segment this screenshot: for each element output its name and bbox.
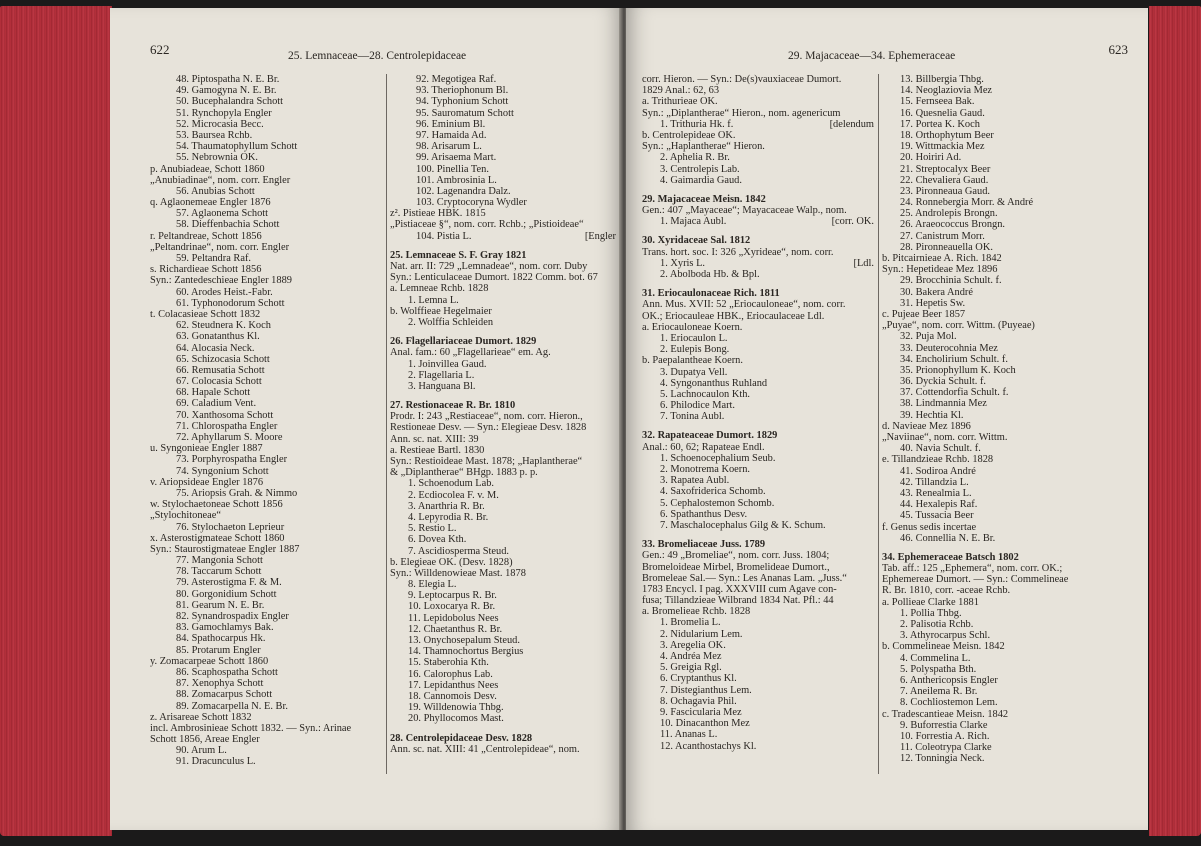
entry-line: b. Commelineae Meisn. 1842 [882,641,1005,653]
left-page [110,8,622,830]
entry-line: 36. Dyckia Schult. f. [900,376,986,388]
family-heading: 25. Lemnaceae S. F. Gray 1821 [390,249,527,261]
entry-line: 72. Aphyllarum S. Moore [176,432,283,443]
entry-line: 2. Abolboda Hb. & Bpl. [660,269,760,280]
left-page-edges [0,6,112,836]
entry-line: 19. Wittmackia Mez [900,141,985,153]
entry-line: 80. Gorgonidium Schott [176,588,277,600]
entry-line: 31. Hepetis Sw. [900,297,966,309]
entry-line: 70. Xanthosoma Schott [176,409,274,421]
entry-line: 103. Cryptocoryna Wydler [416,197,527,209]
entry-line: v. Ariopsideae Engler 1876 [150,476,264,488]
entry-line: 4. Saxofriderica Schomb. [660,486,766,498]
entry-line: f. Genus sedis incertae [882,521,977,533]
entry-line: incl. Ambrosinieae Schott 1832. — Syn.: Arinae [150,722,352,734]
entry-line [642,258,874,269]
entry-line: 90. Arum L. [176,745,227,757]
entry-line: 24. Ronnebergia Morr. & André [900,197,1034,209]
entry-line: 13. Onychosepalum Steud. [408,635,520,646]
entry-line: 51. Rynchopyla Engler [176,107,272,119]
entry-line: 4. Lepyrodia R. Br. [408,511,489,523]
entry-line: 2. Monotrema Koern. [660,464,751,475]
entry-line: 43. Renealmia L. [900,487,972,499]
entry-line: 8. Cochliostemon Lem. [900,697,998,709]
entry-line: 93. Theriophonum Bl. [416,85,509,97]
entry-continuation: [Engler [584,230,616,242]
entry-line: 45. Tussacia Beer [900,510,974,522]
entry-line: 53. Baursea Rchb. [176,129,253,141]
entry-line: 18. Cannomois Desv. [408,690,497,702]
entry-line: a. Trithurieae OK. [642,96,718,108]
entry-line: p. Anubiadeae, Schott 1860 [150,163,265,175]
right-page [626,8,1148,830]
entry-line: 91. Dracunculus L. [176,756,256,768]
entry-line: Gen.: 49 „Bromeliae“, nom. corr. Juss. 1804; [642,550,830,562]
entry-line: 26. Araeococcus Brongn. [900,219,1006,231]
left-column-1 [150,74,382,768]
entry-text: 104. Pistia L. [416,230,472,242]
entry-line: R. Br. 1810, corr. -aceae Rchb. [882,585,1011,597]
entry-line: 6. Anthericopsis Engler [900,674,998,686]
entry-line: z². Pistieae HBK. 1815 [390,208,486,220]
entry-line: 28. Pironneauella OK. [900,241,993,253]
entry-line: 86. Scaphospatha Schott [176,666,278,678]
entry-line: Syn.: Zantedeschieae Engler 1889 [150,275,292,287]
entry-line: a. Bromelieae Rchb. 1828 [642,606,751,618]
entry-line: Restioneae Desv. — Syn.: Elegieae Desv. 1828 [390,422,587,434]
entry-line: x. Asterostigmateae Schott 1860 [150,532,285,544]
entry-line: „Pistiaceae §“, nom. corr. Rchb.; „Pistioideae“ [390,219,584,231]
entry-line: OK.; Eriocauleae HBK., Eriocaulaceae Ldl. [642,310,825,322]
entry-line: 2. Palisotia Rchb. [900,619,974,630]
entry-line: 101. Ambrosinia L. [416,174,497,186]
entry-line: 14. Neoglaziovia Mez [900,85,993,97]
entry-line: 96. Eminium Bl. [416,118,486,130]
entry-line: 1829 Anal.: 62, 63 [642,85,720,97]
entry-line: 88. Zomacarpus Schott [176,689,273,701]
entry-line: 57. Aglaonema Schott [176,208,269,220]
entry-line: 84. Spathocarpus Hk. [176,633,266,645]
entry-line: 33. Deuterocohnia Mez [900,342,998,354]
entry-line: c. Tradescantieae Meisn. 1842 [882,708,1009,720]
entry-line: u. Syngonieae Engler 1887 [150,443,263,455]
entry-line: „Stylochitoneae“ [150,510,221,522]
entry-line: 14. Thamnochortus Bergius [408,646,524,658]
family-heading: 31. Eriocaulonaceae Rich. 1811 [642,288,780,300]
entry-line: t. Colacasieae Schott 1832 [150,308,261,320]
entry-line: 30. Bakera André [900,286,973,298]
section-gap [642,280,874,288]
entry-line: „Naviinae“, nom. corr. Wittm. [882,432,1008,443]
column-divider-left [386,74,387,774]
right-column-2 [882,74,1116,764]
page-number-left: 622 [150,42,170,57]
entry-line: 77. Mangonia Schott [176,555,263,567]
entry-line: Anal.: 60, 62; Rapateae Endl. [642,441,765,453]
entry-line: 35. Prionophyllum K. Koch [900,364,1016,376]
entry-line: 12. Chaetanthus R. Br. [408,623,503,635]
entry-line: 27. Canistrum Morr. [900,230,985,242]
entry-line: 78. Taccarum Schott [176,566,262,578]
entry-line: 11. Lepidobolus Nees [408,612,499,624]
entry-line: z. Arisareae Schott 1832 [150,711,252,723]
entry-line: 2. Ecdiocolea F. v. M. [408,489,499,501]
entry-line: 87. Xenophya Schott [176,678,264,690]
entry-line: b. Elegieae OK. (Desv. 1828) [390,556,513,568]
entry-line: a. Eriocauloneae Koern. [642,321,743,333]
entry-line: 5. Greigia Rgl. [660,662,722,674]
entry-line: 15. Staberohia Kth. [408,657,489,669]
entry-line: 98. Arisarum L. [416,141,482,153]
running-head-right: 29. Majacaceae—34. Ephemeraceae [788,50,956,62]
entry-line: 11. Coleotrypa Clarke [900,742,992,754]
entry-line: 42. Tillandzia L. [900,476,969,488]
entry-line: 94. Typhonium Schott [416,96,509,108]
section-gap [642,531,874,539]
entry-line: 1. Eriocaulon L. [660,332,728,344]
entry-line: 1783 Encycl. I pag. XXXVIII cum Agave con- [642,583,837,595]
right-column-1 [642,74,874,752]
entry-line: 71. Chlorospatha Engler [176,420,278,432]
family-heading: 28. Centrolepidaceae Desv. 1828 [390,732,533,744]
page-number-right: 623 [1108,42,1128,57]
entry-continuation: [Ldl. [853,257,874,269]
entry-line: 1. Pollia Thbg. [900,607,962,619]
family-heading: 26. Flagellariaceae Dumort. 1829 [390,336,537,348]
entry-line: „Puyae“, nom. corr. Wittm. (Puyeae) [882,320,1035,332]
entry-line [390,231,616,242]
entry-line: 3. Athyrocarpus Schl. [900,630,991,642]
entry-line: Nat. arr. II: 729 „Lemnadeae“, nom. corr. Duby [390,261,588,272]
entry-line: 76. Stylochaeton Leprieur [176,521,285,533]
entry-line: 65. Schizocasia Schott [176,353,270,365]
entry-line: Syn.: Willdenowieae Mast. 1878 [390,567,526,579]
running-head-left: 25. Lemnaceae—28. Centrolepidaceae [288,50,467,62]
entry-line: b. Pitcairnieae A. Rich. 1842 [882,253,1002,264]
family-heading: 29. Majacaceae Meisn. 1842 [642,193,766,205]
entry-line: 11. Ananas L. [660,729,718,741]
entry-line: 59. Peltandra Raf. [176,253,252,264]
entry-line: 22. Chevaliera Gaud. [900,174,989,186]
entry-line: 67. Colocasia Schott [176,376,262,388]
entry-line: 4. Gaimardia Gaud. [660,174,742,186]
entry-line: 17. Portea K. Koch [900,118,980,130]
section-gap [642,422,874,430]
entry-continuation: [corr. OK. [831,216,874,228]
section-gap [390,242,616,250]
entry-line: Ann. sc. nat. XIII: 41 „Centrolepideae“, nom. [390,743,580,755]
entry-line: 10. Dinacanthon Mez [660,718,750,730]
entry-line: y. Zomacarpeae Schott 1860 [150,655,269,667]
section-gap [642,227,874,235]
entry-line: 92. Megotigea Raf. [416,74,497,85]
entry-line: 7. Tonina Aubl. [660,411,725,423]
entry-line: 23. Pironneaua Gaud. [900,185,991,197]
entry-line: 2. Eulepis Bong. [660,344,730,356]
entry-line: 55. Nebrownia OK. [176,152,258,164]
left-column-2 [390,74,616,755]
entry-line: 58. Dieffenbachia Schott [176,219,280,231]
entry-line: 4. Syngonanthus Ruhland [660,377,768,389]
entry-line: 12. Acanthostachys Kl. [660,740,757,752]
entry-continuation: [delendum [829,118,874,130]
entry-line: 5. Lachnocaulon Kth. [660,388,751,400]
family-heading: 27. Restionaceae R. Br. 1810 [390,400,516,412]
right-page-edges [1149,6,1201,836]
entry-line: 5. Cephalostemon Schomb. [660,497,775,509]
entry-line: 46. Connellia N. E. Br. [900,532,996,544]
entry-line: 21. Streptocalyx Beer [900,163,991,175]
entry-line: 13. Billbergia Thbg. [900,74,984,85]
entry-line: 1. Bromelia L. [660,617,721,629]
entry-line: 1. Lemna L. [408,294,459,306]
entry-line: 1. Joinvillea Gaud. [408,358,487,370]
section-gap [390,392,616,400]
entry-line: 20. Phyllocomos Mast. [408,713,504,725]
entry-line: 9. Buforrestia Clarke [900,719,988,731]
entry-line: 44. Hexalepis Raf. [900,499,978,511]
section-gap [390,328,616,336]
entry-line: 64. Alocasia Neck. [176,342,255,354]
entry-line: 75. Ariopsis Grah. & Nimmo [176,487,298,499]
family-heading: 32. Rapateaceae Dumort. 1829 [642,430,778,442]
entry-line: 73. Porphyrospatha Engler [176,454,288,466]
entry-line: e. Tillandzieae Rchb. 1828 [882,454,994,466]
entry-line: 17. Lepidanthus Nees [408,679,499,691]
entry-line: 89. Zomacarpella N. E. Br. [176,700,288,712]
family-heading: 33. Bromeliaceae Juss. 1789 [642,539,766,551]
section-gap [882,544,1116,552]
entry-line: s. Richardieae Schott 1856 [150,264,262,276]
entry-line: Ephemereae Dumort. — Syn.: Commelineae [882,574,1069,586]
entry-line: 10. Forrestia A. Rich. [900,730,990,742]
entry-line: 37. Cottendorfia Schult. f. [900,387,1009,399]
entry-line: Syn.: Staurostigmateae Engler 1887 [150,543,300,555]
entry-line: 9. Fascicularia Mez [660,706,742,718]
entry-line: Gen.: 407 „Mayaceae“; Mayacaceae Walp., nom. [642,205,847,217]
entry-line: „Anubiadinae“, nom. corr. Engler [150,174,291,186]
entry-line: 3. Anarthria R. Br. [408,500,485,512]
entry-line: 34. Encholirium Schult. f. [900,353,1008,365]
entry-line: 4. Commelina L. [900,652,971,664]
entry-line: 63. Gonatanthus Kl. [176,331,260,343]
entry-line: 95. Sauromatum Schott [416,107,514,119]
section-gap [642,186,874,194]
entry-line: 10. Loxocarya R. Br. [408,601,496,613]
entry-line: Ann. Mus. XVII: 52 „Eriocauloneae“, nom. corr. [642,299,846,311]
entry-line: 6. Philodice Mart. [660,400,736,412]
entry-line: c. Pujeae Beer 1857 [882,308,966,320]
entry-line: 1. Schoenodum Lab. [408,478,494,490]
section-gap [390,725,616,733]
entry-line: 6. Spathanthus Desv. [660,508,748,520]
entry-line: 48. Piptospatha N. E. Br. [176,74,280,85]
entry-text: 1. Majaca Aubl. [660,216,727,228]
entry-line: fusa; Tillandzieae Wilbrand 1834 Nat. Pfl.: 44 [642,595,834,607]
entry-line: Tab. aff.: 125 „Ephemera“, nom. corr. OK.; [882,563,1063,575]
entry-line: 2. Aphelia R. Br. [660,152,730,164]
entry-line: 3. Dupatya Vell. [660,366,728,378]
entry-line: 97. Hamaida Ad. [416,129,487,141]
entry-line: 85. Protarum Engler [176,644,261,656]
entry-line: Bromeleae Sal.— Syn.: Les Ananas Lam. „Juss.“ [642,572,847,584]
entry-line: 100. Pinellia Ten. [416,163,489,175]
entry-line: 1. Schoenocephalium Seub. [660,452,776,464]
entry-line: Syn.: Hepetideae Mez 1896 [882,264,998,276]
entry-line: 20. Hoiriri Ad. [900,152,962,164]
entry-line: 3. Rapatea Aubl. [660,475,730,487]
entry-line: 82. Synandrospadix Engler [176,611,289,622]
entry-line [642,216,874,227]
entry-text: 1. Xyris L. [660,257,706,269]
entry-line: 99. Arisaema Mart. [416,152,497,164]
entry-line: 3. Centrolepis Lab. [660,163,740,175]
entry-line: 60. Arodes Heist.-Fabr. [176,286,273,298]
entry-line: a. Restieae Bartl. 1830 [390,444,485,456]
entry-line: 5. Restio L. [408,523,457,535]
entry-line: 19. Willdenowia Thbg. [408,702,504,714]
entry-line: q. Aglaonemeae Engler 1876 [150,197,271,209]
entry-line: Prodr. I: 243 „Restiaceae“, nom. corr. Hieron., [390,411,583,423]
entry-line: Schott 1856, Areae Engler [150,734,260,746]
entry-line: b. Wolffieae Hegelmaier [390,305,492,317]
family-heading: 34. Ephemeraceae Batsch 1802 [882,551,1019,563]
entry-line: w. Stylochaetoneae Schott 1856 [150,499,283,511]
entry-line: 41. Sodiroa André [900,465,976,477]
entry-line: 2. Wolffia Schleiden [408,316,494,328]
entry-line: Bromeloideae Mirbel, Bromelideae Dumort., [642,561,830,573]
entry-line: 52. Microcasia Becc. [176,118,264,130]
entry-line: 40. Navia Schult. f. [900,443,981,455]
entry-line: 3. Aregelia OK. [660,639,726,651]
entry-line: d. Navieae Mez 1896 [882,420,971,432]
entry-line: „Peltandrinae“, nom. corr. Engler [150,241,290,253]
entry-line [642,119,874,130]
entry-line: 32. Puja Mol. [900,331,957,343]
entry-line: 9. Leptocarpus R. Br. [408,590,497,602]
entry-line: corr. Hieron. — Syn.: De(s)vauxiaceae Dumort. [642,74,842,85]
entry-line: 7. Distegianthus Lem. [660,684,752,696]
entry-line: 54. Thaumatophyllum Schott [176,141,298,153]
entry-line: 16. Calorophus Lab. [408,668,493,680]
entry-line: Anal. fam.: 60 „Flagellarieae“ em. Ag. [390,347,551,359]
entry-line: & „Diplantherae“ BHgp. 1883 p. p. [390,467,538,479]
entry-line: Syn.: Restioideae Mast. 1878; „Haplantherae“ [390,456,583,467]
entry-line: Syn.: „Diplantherae“ Hieron., nom. agenericum [642,107,841,119]
entry-line: 8. Elegia L. [408,579,457,591]
entry-line: 39. Hechtia Kl. [900,409,964,421]
entry-line: 102. Lagenandra Dalz. [416,185,511,197]
entry-line: Ann. sc. nat. XIII: 39 [390,433,479,445]
entry-line: Trans. hort. soc. I: 326 „Xyrideae“, nom. corr. [642,246,834,258]
entry-line: 66. Remusatia Schott [176,364,265,376]
entry-line: 25. Androlepis Brongn. [900,208,998,220]
entry-line: 2. Nidularium Lem. [660,628,743,640]
entry-line: 12. Tonningia Neck. [900,753,985,765]
entry-line: 29. Brocchinia Schult. f. [900,275,1002,287]
entry-line: 7. Aneilema R. Br. [900,686,978,698]
entry-line: 62. Steudnera K. Koch [176,320,271,332]
entry-line: Syn.: „Haplantherae“ Hieron. [642,141,765,153]
entry-line: 4. Andréa Mez [660,651,722,662]
entry-line: 49. Gamogyna N. E. Br. [176,85,277,97]
entry-line: 69. Caladium Vent. [176,398,257,410]
entry-line: 5. Polyspatha Bth. [900,663,977,675]
entry-line: 8. Ochagavia Phil. [660,695,737,707]
entry-line: b. Paepalantheae Koern. [642,355,743,367]
entry-line: a. Pollieae Clarke 1881 [882,596,979,608]
entry-line: 15. Fernseea Bak. [900,96,975,108]
entry-line: 68. Hapale Schott [176,387,251,399]
entry-line: 7. Maschalocephalus Gilg & K. Schum. [660,519,826,531]
entry-line: b. Centrolepideae OK. [642,129,736,141]
entry-line: 74. Syngonium Schott [176,465,269,477]
entry-line: 38. Lindmannia Mez [900,398,987,410]
entry-line: 56. Anubias Schott [176,185,255,197]
entry-line: 61. Typhonodorum Schott [176,297,285,309]
entry-line: r. Peltandreae, Schott 1856 [150,230,262,242]
entry-line: 83. Gamochlamys Bak. [176,622,274,634]
entry-line: 3. Hanguana Bl. [408,380,476,392]
entry-line: 81. Gearum N. E. Br. [176,599,265,611]
entry-line: 16. Quesnelia Gaud. [900,107,985,119]
entry-line: 6. Cryptanthus Kl. [660,673,737,685]
entry-line: 79. Asterostigma F. & M. [176,577,282,589]
entry-line: 2. Flagellaria L. [408,369,475,381]
entry-text: 1. Trithuria Hk. f. [660,118,734,130]
entry-line: 50. Bucephalandra Schott [176,96,284,108]
entry-line: a. Lemneae Rchb. 1828 [390,283,489,295]
family-heading: 30. Xyridaceae Sal. 1812 [642,235,751,247]
column-divider-right [878,74,879,774]
entry-line: Syn.: Lenticulaceae Dumort. 1822 Comm. bot. 67 [390,272,598,284]
entry-line: 18. Orthophytum Beer [900,129,994,141]
entry-line: 6. Dovea Kth. [408,534,467,546]
entry-line: 7. Ascidiosperma Steud. [408,545,510,557]
